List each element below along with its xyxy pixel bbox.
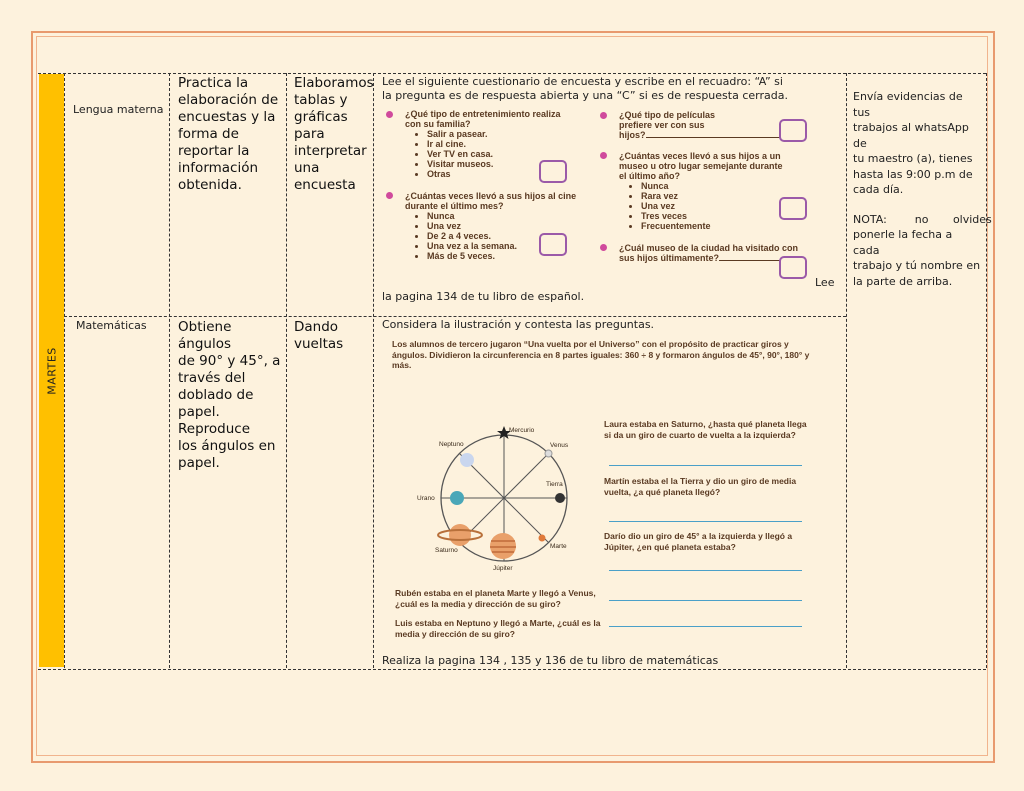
urano-icon [450, 491, 464, 505]
answer-line[interactable] [609, 521, 802, 522]
survey-question-1: ¿Qué tipo de entretenimiento realiza con su familia? • Salir a pasear. • Ir al cine. • Ver TV en casa. • Visitar museos. • Otras [405, 109, 585, 179]
marte-icon [539, 535, 546, 542]
math-question-3: Darío dio un giro de 45° a la izquierda y llegó a Júpiter, ¿en qué planeta estaba? [604, 531, 793, 552]
col-divider [373, 73, 374, 668]
survey-question-3: ¿Qué tipo de películas prefiere ver con sus hijos? [619, 110, 829, 140]
aprendizaje-matematicas: Obtiene ángulos de 90° y 45°, a través del doblado de papel. Reproduce los ángulos en papel. [178, 319, 281, 471]
math-question-1: Laura estaba en Saturno, ¿hasta qué planeta llega si da un giro de cuarto de vuelta a la izquierda? [604, 419, 807, 440]
col-divider [286, 73, 287, 668]
subject-matematicas: Matemáticas [76, 319, 147, 332]
subject-lengua: Lengua materna [73, 103, 164, 116]
col-divider [64, 73, 65, 668]
planet-label: Saturno [435, 547, 458, 554]
intro-matematicas: Los alumnos de tercero jugaron “Una vuelta por el Universo” con el propósito de practicar giros y ángulos. Dividieron la circunferencia en 8 partes iguales: 360 ÷ 8 y formaron ángulos de 45°, 90°, 180° y más. [392, 339, 810, 370]
math-question-5: Luis estaba en Neptuno y llegó a Marte, ¿cuál es la media y dirección de su giro? [395, 618, 601, 639]
bullet-icon [600, 244, 607, 251]
aprendizaje-lengua: Practica la elaboración de encuestas y la forma de reportar la información obtenida. [178, 75, 279, 193]
footer-lengua: la pagina 134 de tu libro de español. [382, 290, 585, 303]
planet-label: Júpiter [493, 565, 513, 572]
instruction-matematicas: Considera la ilustración y contesta las preguntas. [382, 318, 655, 331]
answer-box-q3[interactable] [779, 119, 807, 142]
answer-box-q5[interactable] [779, 256, 807, 279]
answer-box-q4[interactable] [779, 197, 807, 220]
math-question-2: Martín estaba el la Tierra y dio un giro de media vuelta, ¿a qué planeta llegó? [604, 476, 797, 497]
survey-question-2: ¿Cuántas veces llevó a sus hijos al cine durante el último mes? • Nunca • Una vez • De 2 a 4 veces. • Una vez a la semana. • Más de 5 veces. [405, 191, 585, 261]
planet-label: Urano [417, 495, 435, 502]
planet-label: Marte [550, 543, 567, 550]
col-divider [846, 73, 847, 668]
col-divider [169, 73, 170, 668]
planet-label: Neptuno [439, 441, 464, 448]
math-question-4: Rubén estaba en el planeta Marte y llegó a Venus, ¿cuál es la media y dirección de su giro? [395, 588, 596, 609]
instruction-lengua: Lee el siguiente cuestionario de encuesta y escribe en el recuadro: “A” si la pregunta es de respuesta abierta y una “C” si es de respuesta cerrada. [382, 75, 788, 102]
jupiter-icon [490, 533, 516, 559]
footer-matematicas: Realiza la pagina 134 , 135 y 136 de tu libro de matemáticas [382, 654, 719, 667]
answer-line[interactable] [609, 600, 802, 601]
venus-icon [545, 450, 552, 457]
planet-label: Venus [550, 442, 569, 449]
tema-lengua: Elaboramos tablas y gráficas para interpretar una encuesta [294, 75, 374, 193]
answer-box-q2[interactable] [539, 233, 567, 256]
day-label: MARTES [45, 346, 58, 395]
saturno-icon [449, 524, 471, 546]
survey-question-5: ¿Cuál museo de la ciudad ha visitado con sus hijos últimamente? [619, 243, 799, 263]
answer-line[interactable] [609, 465, 802, 466]
planet-label: Tierra [546, 481, 563, 488]
lee-text: Lee [815, 276, 835, 289]
planet-wheel-diagram [405, 420, 585, 580]
col-divider [986, 73, 987, 668]
bullet-icon [386, 192, 393, 199]
answer-box-q1[interactable] [539, 160, 567, 183]
bullet-icon [600, 112, 607, 119]
row-divider [64, 316, 846, 317]
answer-line[interactable] [609, 570, 802, 571]
bullet-icon [386, 111, 393, 118]
neptuno-icon [460, 453, 474, 467]
notes-column: Envía evidencias de tus trabajos al whatsApp de tu maestro (a), tienes hasta las 9:00 p.m de cada día. NOTA: no olvides ponerle la fecha a cada trabajo y tú nombre en la parte de arriba. [853, 90, 992, 288]
planet-label: Mercurio [509, 427, 535, 434]
survey-question-4: ¿Cuántas veces llevó a sus hijos a un museo u otro lugar semejante durante el último año? • Nunca • Rara vez • Una vez • Tres veces • Frecuentemente [619, 151, 829, 231]
day-label-cell [39, 74, 64, 667]
tema-matematicas: Dando vueltas [294, 319, 344, 352]
tierra-icon [555, 493, 565, 503]
bullet-icon [600, 152, 607, 159]
answer-line[interactable] [609, 626, 802, 627]
